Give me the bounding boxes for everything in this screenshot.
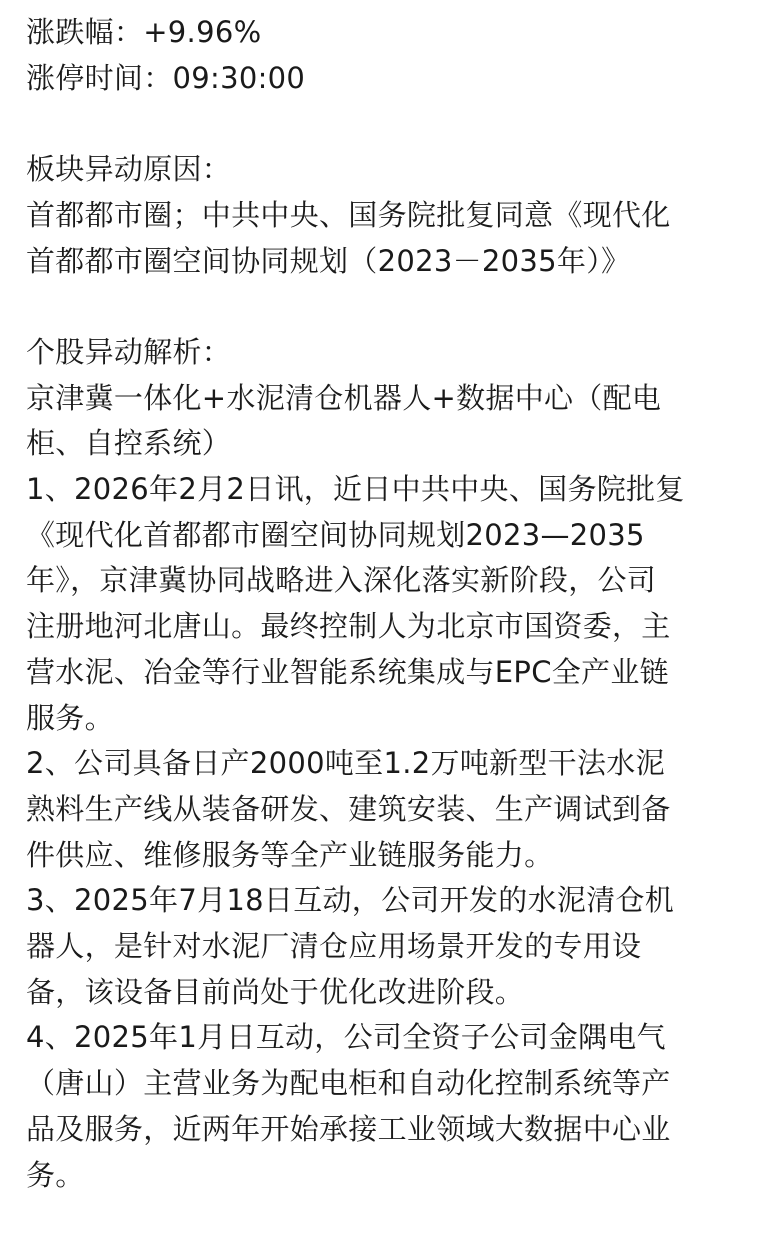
point-line: 1、2026年2月2日讯，近日中共中央、国务院批复 bbox=[26, 472, 685, 506]
sector-reason-line-1: 首都都市圈；中共中央、国务院批复同意《现代化 bbox=[26, 197, 671, 232]
point-line: 注册地河北唐山。最终控制人为北京市国资委，主 bbox=[26, 609, 671, 644]
point-line: 营水泥、冶金等行业智能系统集成与EPC全产业链 bbox=[26, 654, 669, 689]
limit-up-time-label: 涨停时间： bbox=[26, 60, 173, 95]
analysis-point-3 bbox=[26, 878, 748, 1015]
analysis-point-1 bbox=[26, 467, 748, 741]
point-line: 备，该设备目前尚处于优化改进阶段。 bbox=[26, 974, 525, 1009]
theme-line-1: 京津冀一体化+水泥清仓机器人+数据中心（配电 bbox=[26, 380, 662, 415]
spacer bbox=[26, 284, 748, 330]
point-line: 《现代化首都都市圈空间协同规划2023—2035 bbox=[26, 517, 645, 552]
point-line: 2、公司具备日产2000吨至1.2万吨新型干法水泥 bbox=[26, 746, 665, 781]
price-change-value: +9.96% bbox=[143, 15, 262, 49]
point-line: 品及服务，近两年开始承接工业领域大数据中心业 bbox=[26, 1111, 671, 1146]
theme-line-2: 柜、自控系统） bbox=[26, 426, 232, 461]
point-line: 3、2025年7月18日互动，公司开发的水泥清仓机 bbox=[26, 883, 675, 918]
price-change-row bbox=[26, 10, 748, 56]
analysis-point-4 bbox=[26, 1015, 748, 1198]
spacer bbox=[26, 101, 748, 147]
point-line: 4、2025年1月日互动，公司全资子公司金隅电气 bbox=[26, 1020, 666, 1055]
point-line: 年》，京津冀协同战略进入深化落实新阶段，公司 bbox=[26, 563, 657, 598]
point-line: 器人，是针对水泥厂清仓应用场景开发的专用设 bbox=[26, 929, 642, 964]
point-line: 服务。 bbox=[26, 700, 114, 735]
stock-analysis-heading: 个股异动解析： bbox=[26, 334, 232, 369]
point-line: 件供应、维修服务等全产业链服务能力。 bbox=[26, 837, 554, 872]
news-document bbox=[26, 10, 748, 1198]
limit-up-time-value: 09:30:00 bbox=[172, 60, 306, 95]
analysis-point-2 bbox=[26, 741, 748, 878]
point-line: （唐山）主营业务为配电柜和自动化控制系统等产 bbox=[26, 1066, 671, 1101]
point-line: 务。 bbox=[26, 1157, 85, 1192]
point-line: 熟料生产线从装备研发、建筑安装、生产调试到备 bbox=[26, 791, 671, 826]
sector-reason-heading: 板块异动原因： bbox=[26, 152, 232, 187]
sector-reason-line-2: 首都都市圈空间协同规划（2023－2035年）》 bbox=[26, 243, 631, 278]
price-change-label: 涨跌幅： bbox=[26, 15, 144, 49]
limit-up-time-row bbox=[26, 56, 748, 102]
